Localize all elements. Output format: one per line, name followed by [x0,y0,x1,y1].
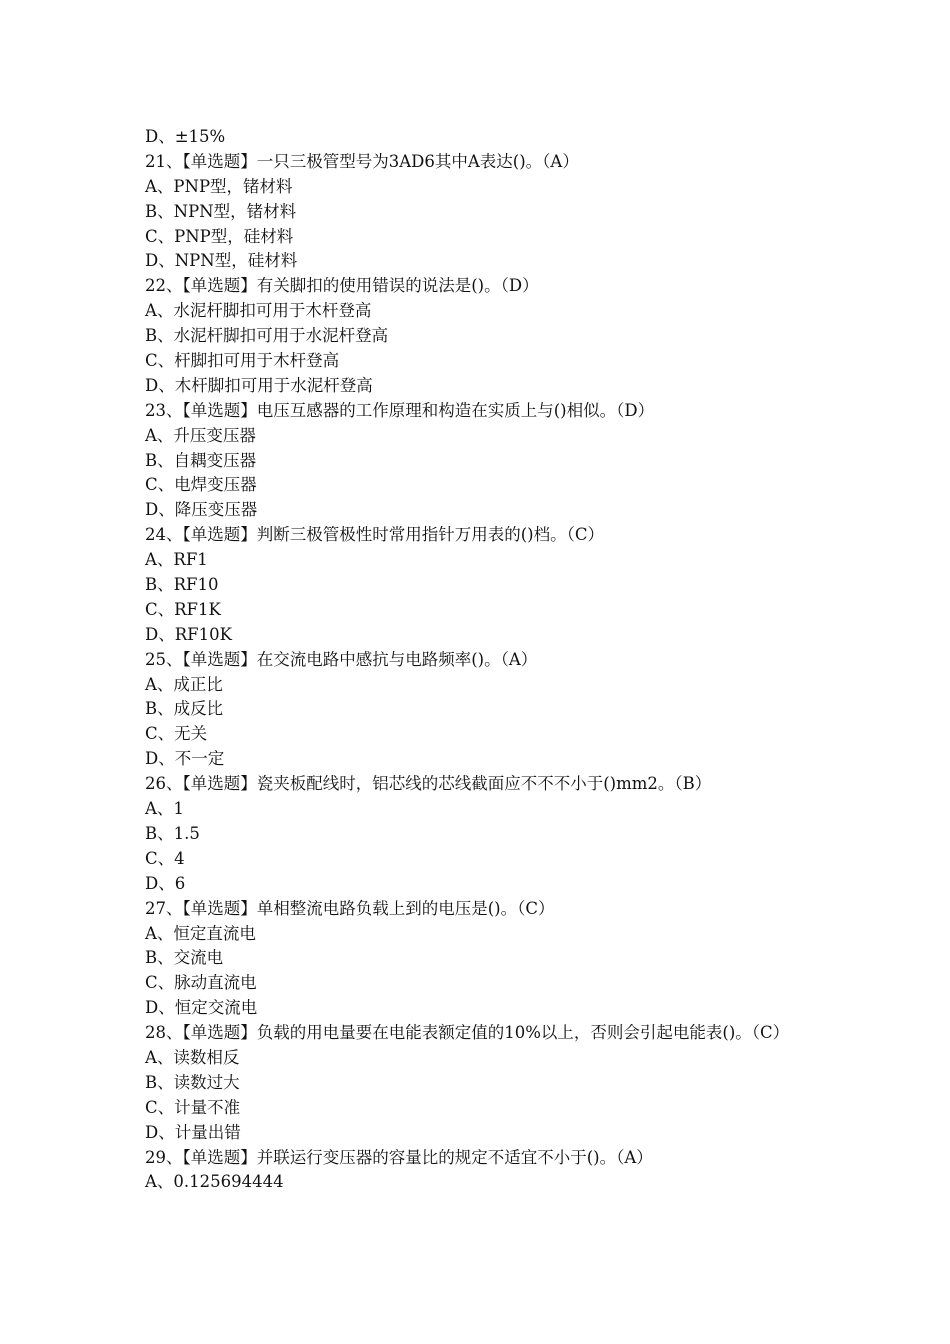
question-line: 21、【单选题】一只三极管型号为3AD6其中A表达()。（A） [145,151,579,171]
option-line: B、自耦变压器 [145,450,257,470]
option-line: A、水泥杆脚扣可用于木杆登高 [145,301,372,321]
question-line: 25、【单选题】在交流电路中感抗与电路频率()。（A） [145,649,538,669]
option-line: A、读数相反 [145,1047,240,1067]
question-line: 23、【单选题】电压互感器的工作原理和构造在实质上与()相似。（D） [145,400,655,420]
option-line: D、RF10K [145,624,232,644]
option-line: C、计量不准 [145,1097,241,1117]
option-line: D、木杆脚扣可用于水泥杆登高 [145,375,373,395]
option-line: C、RF1K [145,599,221,619]
option-line: B、1.5 [145,823,200,843]
option-line: C、电焊变压器 [145,475,257,495]
option-line: C、无关 [145,724,208,744]
option-line: A、RF1 [145,550,208,570]
option-line: D、降压变压器 [145,500,258,520]
option-line: C、PNP型，硅材料 [145,226,294,246]
option-line: B、读数过大 [145,1072,240,1092]
question-list [145,125,810,1195]
option-line: D、NPN型，硅材料 [145,251,298,271]
option-line: A、0.125694444 [145,1172,284,1192]
question-line: 29、【单选题】并联运行变压器的容量比的规定不适宜不小于()。（A） [145,1147,653,1167]
question-line: 27、【单选题】单相整流电路负载上到的电压是()。（C） [145,898,555,918]
option-line: D、恒定交流电 [145,998,258,1018]
option-line: D、6 [145,873,186,893]
option-line: C、4 [145,848,185,868]
option-line: A、1 [145,799,184,819]
option-line: D、±15% [145,127,226,146]
option-line: B、RF10 [145,575,219,595]
option-line: D、不一定 [145,749,225,769]
option-line: A、恒定直流电 [145,923,256,943]
option-line: B、成反比 [145,699,224,719]
option-line: A、升压变压器 [145,425,256,445]
question-line: 26、【单选题】瓷夹板配线时，铝芯线的芯线截面应不不不小于()mm2。（B） [145,774,712,794]
question-line: 28、【单选题】负载的用电量要在电能表额定值的10%以上，否则会引起电能表()。（C） [145,1023,790,1043]
option-line: D、计量出错 [145,1122,241,1142]
option-line: A、PNP型，锗材料 [145,176,293,196]
option-line: B、交流电 [145,948,224,968]
option-line: B、NPN型，锗材料 [145,201,297,221]
question-line: 24、【单选题】判断三极管极性时常用指针万用表的()档。（C） [145,525,604,545]
option-line: C、脉动直流电 [145,973,257,993]
option-line: C、杆脚扣可用于木杆登高 [145,351,340,371]
option-line: B、水泥杆脚扣可用于水泥杆登高 [145,326,389,346]
option-line: A、成正比 [145,674,223,694]
question-line: 22、【单选题】有关脚扣的使用错误的说法是()。（D） [145,276,539,296]
